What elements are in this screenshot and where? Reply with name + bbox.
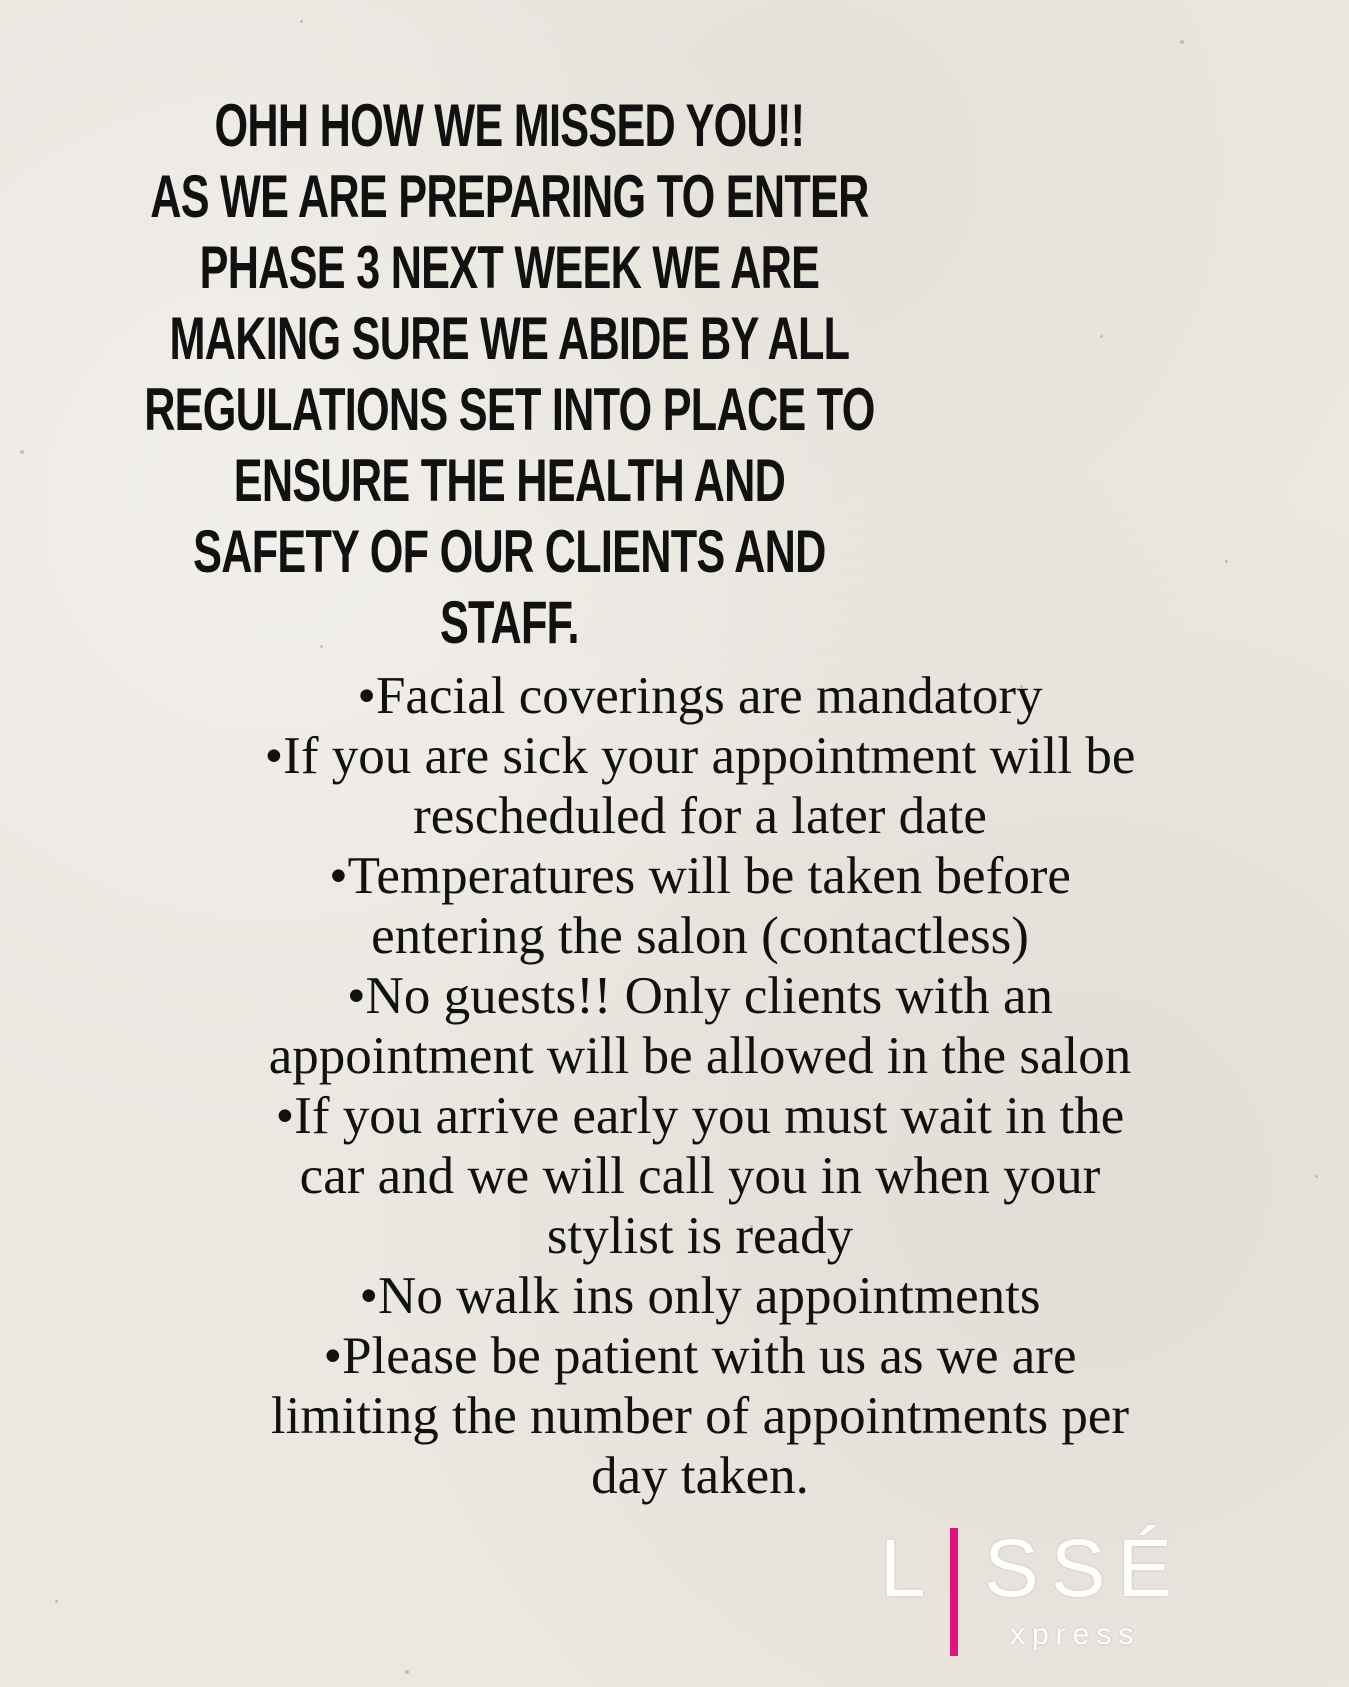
headline-line: STAFF. bbox=[439, 589, 579, 656]
rule-line: entering the salon (contactless) bbox=[371, 907, 1029, 965]
logo-pink-bar bbox=[950, 1528, 958, 1656]
paper-speck bbox=[55, 1600, 58, 1603]
rule-line: day taken. bbox=[591, 1447, 809, 1505]
rule-line: stylist is ready bbox=[546, 1207, 854, 1265]
rule-line: •If you are sick your appointment will be bbox=[264, 727, 1136, 785]
logo-letter-l: L bbox=[880, 1523, 926, 1614]
rule-line: rescheduled for a later date bbox=[413, 787, 987, 845]
paper-speck bbox=[1315, 1175, 1318, 1178]
logo-subtitle: xpress bbox=[1010, 1618, 1141, 1651]
headline-line: SAFETY OF OUR CLIENTS AND bbox=[193, 518, 826, 585]
rule-line: •No guests!! Only clients with an bbox=[347, 967, 1053, 1025]
headline bbox=[0, 90, 1019, 658]
headline-line: ENSURE THE HEALTH AND bbox=[233, 447, 786, 514]
headline-line: PHASE 3 NEXT WEEK WE ARE bbox=[199, 234, 820, 301]
rule-line: •Please be patient with us as we are bbox=[323, 1327, 1077, 1385]
headline-line: OHH HOW WE MISSED YOU!! bbox=[214, 92, 805, 159]
paper-speck bbox=[1100, 335, 1103, 338]
headline-line: MAKING SURE WE ABIDE BY ALL bbox=[169, 305, 850, 372]
salon-rules-list bbox=[150, 666, 1250, 1506]
rule-line: limiting the number of appointments per bbox=[270, 1387, 1130, 1445]
rule-line: •Facial coverings are mandatory bbox=[357, 667, 1043, 725]
rule-line: •If you arrive early you must wait in the bbox=[275, 1087, 1125, 1145]
rule-line: •No walk ins only appointments bbox=[359, 1267, 1041, 1325]
headline-line: REGULATIONS SET INTO PLACE TO bbox=[144, 376, 875, 443]
headline-line: AS WE ARE PREPARING TO ENTER bbox=[150, 163, 869, 230]
paper-speck bbox=[1180, 40, 1184, 44]
paper-speck bbox=[300, 20, 303, 23]
rule-line: •Temperatures will be taken before bbox=[329, 847, 1071, 905]
lisse-xpress-logo bbox=[880, 1523, 1185, 1658]
rule-line: appointment will be allowed in the salon bbox=[268, 1027, 1132, 1085]
logo-letters-sse: SSÉ bbox=[984, 1523, 1185, 1614]
rule-line: car and we will call you in when your bbox=[299, 1147, 1101, 1205]
paper-speck bbox=[405, 1670, 409, 1674]
paper-speck bbox=[1225, 560, 1228, 563]
